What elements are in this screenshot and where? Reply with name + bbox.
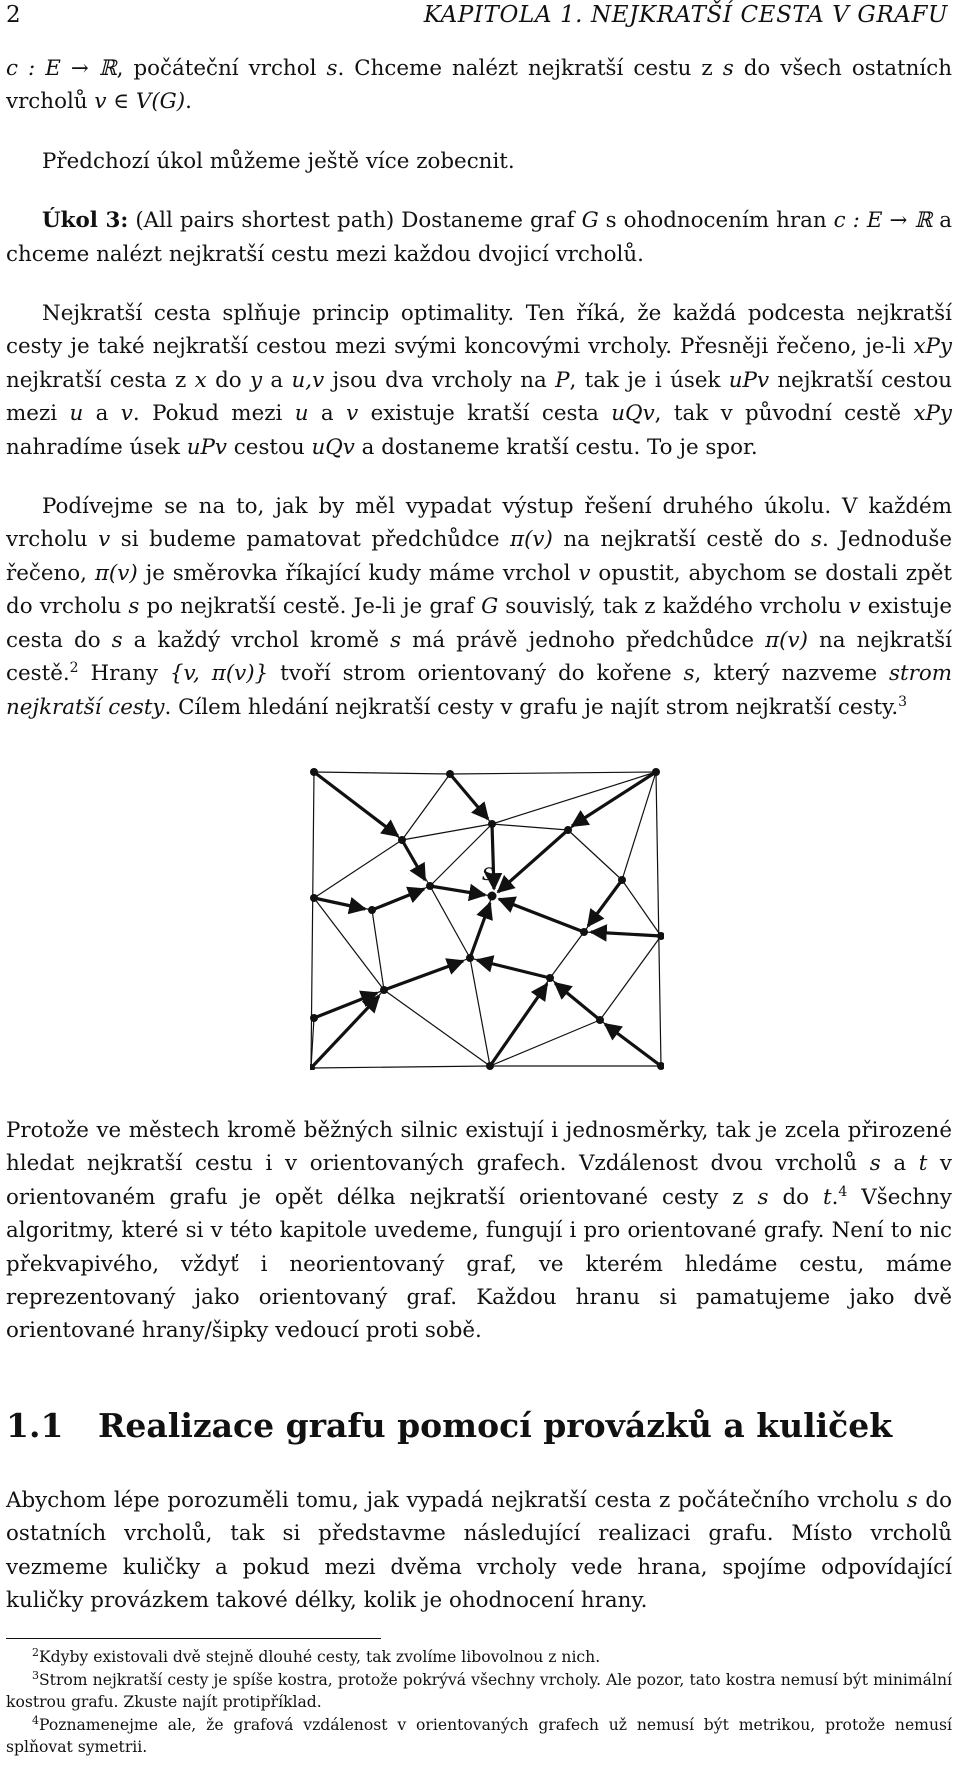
running-title: KAPITOLA 1. NEJKRATŠÍ CESTA V GRAFU — [423, 2, 948, 28]
footnote-3: $^3$Strom nejkratší cesty je spíše kostra, protože pokrývá všechny vrcholy. Ale pozor, tato kostra nemusí být minimální kostrou grafu. Zkuste najít protipříklad. — [6, 1668, 952, 1711]
tree-arrows — [311, 772, 661, 1068]
graph-vertices — [310, 768, 664, 1070]
paragraph-intro: c : E → ℝ, počáteční vrchol s. Chceme nalézt nejkratší cestu z s do všech ostatních vrcholů v ∈ V(G). — [6, 56, 953, 115]
paragraph-optimality: Nejkratší cesta splňuje princip optimality. Ten říká, že každá podcesta nejkratší cesty je také nejkratší cestou mezi svými koncovými vrcholy. Přesněji řečeno, je-li xPy nejkratší cesta z x do y a u,v jsou dva vrcholy na P, tak je i úsek uPv nejkratší cestou mezi u a v. Pokud mezi u a v existuje kratší cesta uQv, tak v původní cestě xPy nahradíme úsek uPv cestou uQv a dostaneme kratší cestu. To je spor. — [6, 301, 953, 460]
footnote-mark: 4 — [32, 1713, 39, 1727]
page-number: 2 — [6, 2, 21, 28]
section-text — [6, 1484, 952, 1618]
section-title: Realizace grafu pomocí provázků a kuliček — [98, 1406, 893, 1445]
footnote-ref-2[interactable]: 2 — [69, 659, 79, 676]
main-text-continued — [6, 1114, 952, 1348]
footnotes — [6, 1646, 952, 1759]
footnote-ref-4[interactable]: 4 — [838, 1183, 848, 1200]
source-vertex-label: s — [482, 858, 495, 886]
page — [6, 0, 952, 1783]
footnote-mark: 3 — [32, 1668, 39, 1682]
shortest-path-tree-figure — [310, 768, 664, 1070]
footnote-4: $^4$Poznamenejme ale, že grafová vzdálenost v orientovaných grafech už nemusí být metrikou, protože nemusí splňovat symetrii. — [6, 1713, 952, 1756]
running-header — [6, 0, 948, 30]
paragraph-directed-graphs: Protože ve městech kromě běžných silnic existují i jednosměrky, tak je zcela přirozené hledat nejkratší cestu i v orientovaných grafech. Vzdálenost dvou vrcholů s a t v orientovaném grafu je opět délka nejkratší orientované cesty z s do t.$^4$ Všechny algoritmy, které si v této kapitole uvedeme, fungují i pro orientované grafy. Není to nic překvapivého, vždyť i neorientovaný graf, ve kterém hledáme cestu, máme reprezentovaný jako orientovaný graf. Každou hranu si pamatujeme jako dvě orientované hrany/šipky vedoucí proti sobě. — [6, 1118, 952, 1344]
section-heading — [6, 1404, 892, 1448]
section-number: 1.1 — [6, 1406, 64, 1445]
footnote-mark: 2 — [32, 1645, 39, 1659]
task-3: Úkol 3: (All pairs shortest path) Dostaneme graf G s ohodnocením hran c : E → ℝ a chceme nalézt nejkratší cestu mezi každou dvojicí vrcholů. — [6, 208, 952, 267]
footnote-ref-3[interactable]: 3 — [898, 693, 908, 710]
footnote-rule — [6, 1638, 381, 1639]
paragraph-shortest-path-tree: Podívejme se na to, jak by měl vypadat výstup řešení druhého úkolu. V každém vrcholu v si budeme pamatovat předchůdce π(v) na nejkratší cestě do s. Jednoduše řečeno, π(v) je směrovka říkající kudy máme vrchol v opustit, abychom se dostali zpět do vrcholu s po nejkratší cestě. Je-li je graf G souvislý, tak z každého vrcholu v existuje cesta do s a každý vrchol kromě s má právě jednoho předchůdce π(v) na nejkratší cestě.$^2$ Hrany {v, π(v)} tvoří strom orientovaný do kořene s, který nazveme strom nejkratší cesty. Cílem hledání nejkratší cesty v grafu je najít strom nejkratší cesty.$^3$ — [6, 494, 953, 720]
paragraph-generalize: Předchozí úkol můžeme ještě více zobecnit. — [42, 148, 515, 174]
footnote-2: $^2$Kdyby existovali dvě stejně dlouhé cesty, tak zvolíme libovolnou z nich. — [32, 1645, 601, 1666]
paragraph-balls-and-strings: Abychom lépe porozuměli tomu, jak vypadá nejkratší cesta z počátečního vrcholu s do ostatních vrcholů, tak si představme následující realizaci grafu. Místo vrcholů vezmeme kuličky a pokud mezi dvěma vrcholy vede hrana, spojíme odpovídající kuličky provázkem takové délky, kolik je ohodnocení hrany. — [6, 1488, 952, 1614]
task-label: Úkol 3: — [42, 208, 129, 234]
main-text — [6, 52, 952, 724]
